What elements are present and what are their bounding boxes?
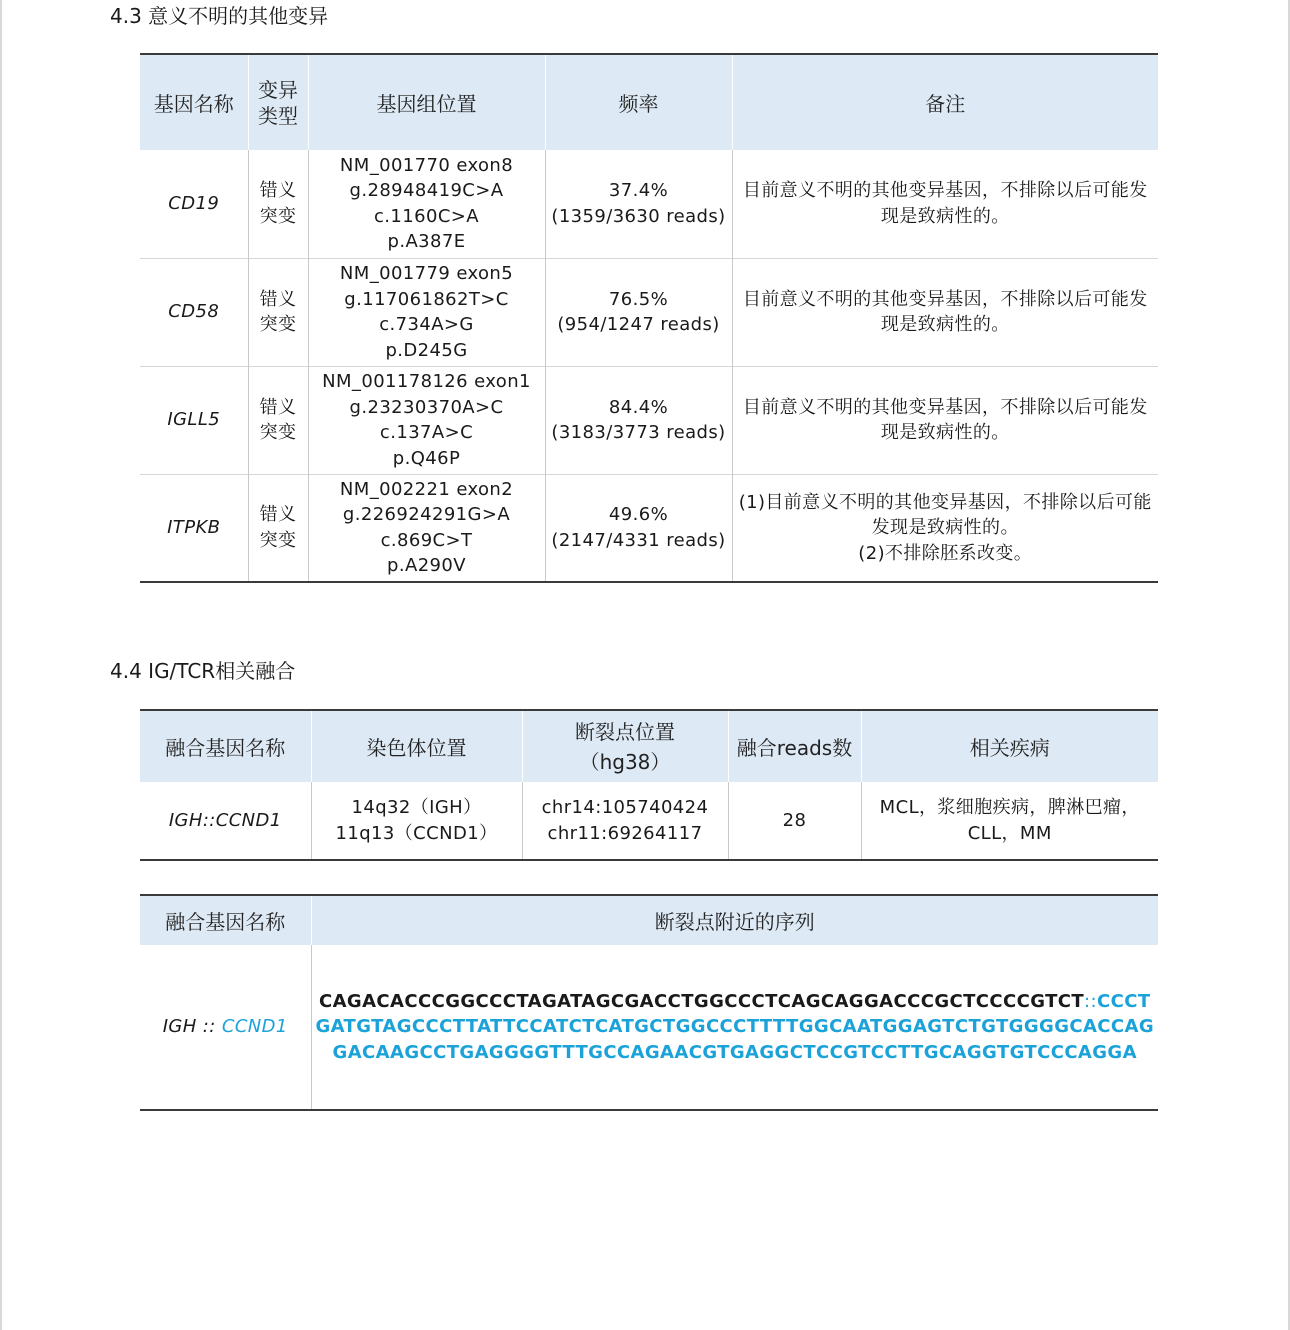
fusion-table bbox=[140, 709, 1158, 861]
gene-part-ccnd1: CCND1 bbox=[221, 1016, 288, 1038]
table-row bbox=[140, 945, 1158, 1110]
breakpoint-position: chr14:105740424 chr11:69264117 bbox=[522, 782, 728, 860]
sequence-separator: :: bbox=[1084, 990, 1097, 1012]
table-row bbox=[140, 258, 1158, 366]
sequence-ccnd1-part: CCCTGATGTAGCCCTTATTCCATCTCATGCTGGCCCTTTTGGCAATGGAGTCTGTGGGGCACCAGGACAAGCCTGAGGGGTTTGCCAGAACGTGAGGCTCCGTCCTTGCAGGTGTCCCAGGA bbox=[315, 990, 1155, 1063]
breakpoint-sequence bbox=[311, 945, 1158, 1110]
fusion-reads-count: 28 bbox=[728, 782, 861, 860]
frequency: 49.6% (2147/4331 reads) bbox=[545, 474, 732, 582]
table-row bbox=[140, 474, 1158, 582]
header-frequency: 频率 bbox=[545, 54, 732, 150]
sequence-igh-part: CAGACACCCGGCCCTAGATAGCGACCTGGCCCTCAGCAGGACCCGCTCCCCGTCT bbox=[318, 990, 1085, 1012]
note: 目前意义不明的其他变异基因，不排除以后可能发现是致病性的。 bbox=[732, 366, 1158, 474]
gene-name: ITPKB bbox=[140, 474, 248, 582]
variant-type: 错义 突变 bbox=[248, 150, 308, 258]
header-breakpoint-sequence: 断裂点附近的序列 bbox=[311, 895, 1158, 945]
section-title-4-4: 4.4 IG/TCR相关融合 bbox=[110, 659, 296, 683]
gene-part-igh: IGH bbox=[162, 1016, 197, 1038]
header-fusion-gene-name: 融合基因名称 bbox=[140, 895, 311, 945]
genomic-position: NM_001779 exon5 g.117061862T>C c.734A>G p.D245G bbox=[308, 258, 545, 366]
table-header-row bbox=[140, 54, 1158, 150]
gene-separator: :: bbox=[196, 1016, 222, 1038]
fusion-gene-name: IGH::CCND1 bbox=[168, 809, 282, 831]
uncertain-variants-table bbox=[140, 53, 1158, 583]
header-notes: 备注 bbox=[732, 54, 1158, 150]
table-header-row bbox=[140, 710, 1158, 782]
table-row bbox=[140, 782, 1158, 860]
note: (1)目前意义不明的其他变异基因，不排除以后可能发现是致病性的。 (2)不排除胚系改变。 bbox=[732, 474, 1158, 582]
header-genomic-position: 基因组位置 bbox=[308, 54, 545, 150]
frequency: 84.4% (3183/3773 reads) bbox=[545, 366, 732, 474]
frequency: 37.4% (1359/3630 reads) bbox=[545, 150, 732, 258]
chromosome-position: 14q32（IGH） 11q13（CCND1） bbox=[311, 782, 522, 860]
frequency: 76.5% (954/1247 reads) bbox=[545, 258, 732, 366]
variant-type: 错义 突变 bbox=[248, 474, 308, 582]
genomic-position: NM_002221 exon2 g.226924291G>A c.869C>T p.A290V bbox=[308, 474, 545, 582]
header-fusion-gene-name: 融合基因名称 bbox=[140, 710, 311, 782]
genomic-position: NM_001770 exon8 g.28948419C>A c.1160C>A p.A387E bbox=[308, 150, 545, 258]
header-variant-type: 变异 类型 bbox=[248, 54, 308, 150]
header-chromosome-position: 染色体位置 bbox=[311, 710, 522, 782]
genomic-position: NM_001178126 exon1 g.23230370A>C c.137A>C p.Q46P bbox=[308, 366, 545, 474]
fusion-gene-name bbox=[140, 945, 311, 1110]
note: 目前意义不明的其他变异基因，不排除以后可能发现是致病性的。 bbox=[732, 258, 1158, 366]
breakpoint-sequence-table bbox=[140, 894, 1158, 1111]
header-breakpoint-position: 断裂点位置 （hg38） bbox=[522, 710, 728, 782]
header-related-diseases: 相关疾病 bbox=[861, 710, 1158, 782]
page-edge-left bbox=[0, 0, 2, 1330]
variant-type: 错义 突变 bbox=[248, 258, 308, 366]
gene-name: IGLL5 bbox=[140, 366, 248, 474]
header-gene-name: 基因名称 bbox=[140, 54, 248, 150]
table-row bbox=[140, 366, 1158, 474]
gene-name: CD58 bbox=[140, 258, 248, 366]
note: 目前意义不明的其他变异基因，不排除以后可能发现是致病性的。 bbox=[732, 150, 1158, 258]
table-header-row bbox=[140, 895, 1158, 945]
header-fusion-reads: 融合reads数 bbox=[728, 710, 861, 782]
gene-name: CD19 bbox=[168, 193, 220, 214]
related-diseases: MCL，浆细胞疾病，脾淋巴瘤， CLL，MM bbox=[861, 782, 1158, 860]
variant-type: 错义 突变 bbox=[248, 366, 308, 474]
section-title-4-3: 4.3 意义不明的其他变异 bbox=[110, 4, 329, 28]
table-row bbox=[140, 150, 1158, 258]
